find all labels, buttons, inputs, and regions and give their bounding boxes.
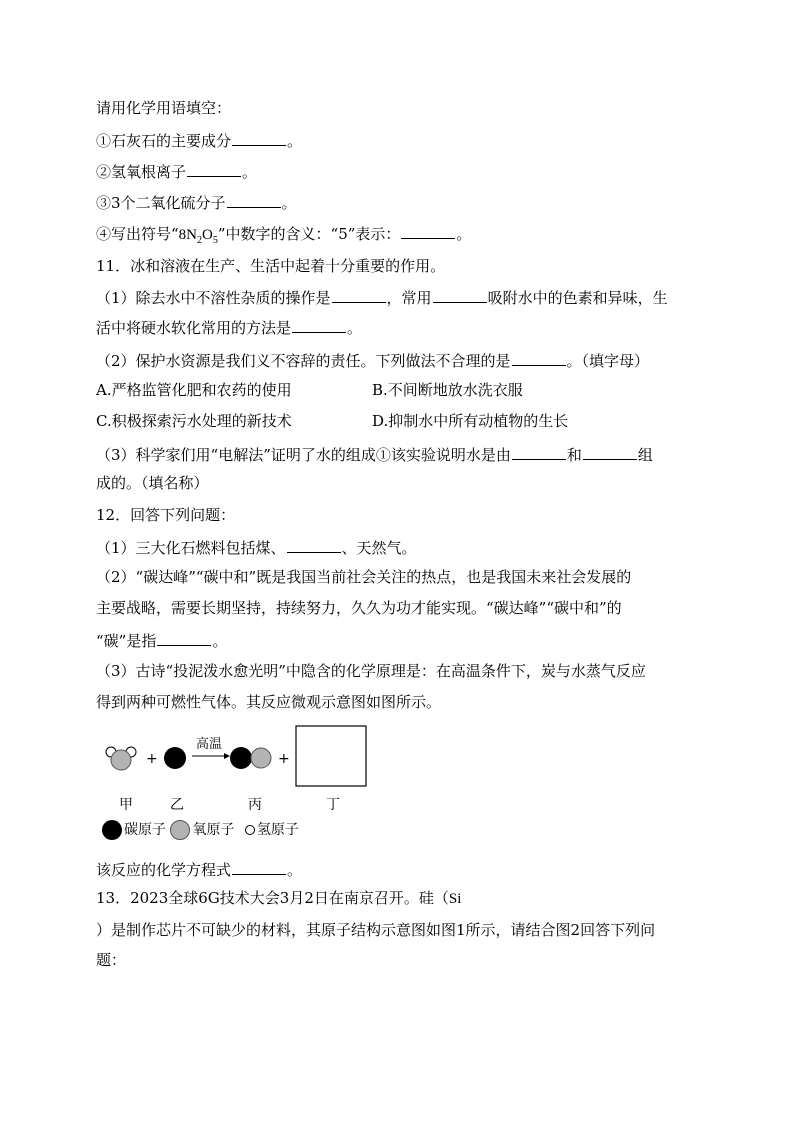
q11-part3-line1: （3）科学家们用“电解法”证明了水的组成①该实验说明水是由 和 组 (96, 443, 653, 463)
q12-part1: （1）三大化石燃料包括煤、 、天然气。 (96, 536, 417, 556)
option-b[interactable]: B.不间断地放水洗衣服 (372, 381, 523, 399)
answer-blank[interactable] (187, 160, 241, 177)
answer-blank[interactable] (232, 129, 286, 146)
q12-part3-line1: （3）古诗“投泥泼水愈光明”中隐含的化学原理是：在高温条件下，炭与水蒸气反应 (96, 662, 646, 680)
oxygen-atom (111, 750, 131, 770)
q12-part2-line2: 主要战略，需要长期坚持，持续努力，久久为功才能实现。“碳达峰”“碳中和”的 (96, 599, 622, 617)
silicon-symbol: Si (448, 891, 462, 907)
answer-blank[interactable] (287, 536, 341, 553)
label-bing: 丙 (248, 797, 262, 813)
q13-line3: 题： (96, 951, 127, 969)
diagram-legend: 碳原子 氧原子 氢原子 (102, 820, 299, 840)
reaction-svg (96, 718, 456, 798)
label-jia: 甲 (119, 797, 133, 813)
label-yi: 乙 (170, 797, 184, 813)
answer-blank[interactable] (401, 222, 455, 239)
oxygen-atom (251, 748, 271, 768)
option-d[interactable]: D.抑制水中所有动植物的生长 (372, 412, 569, 430)
co-molecule (230, 747, 271, 769)
answer-blank[interactable] (292, 316, 346, 333)
q12-title: 12．回答下列问题： (96, 506, 236, 524)
q11-part2: （2）保护水资源是我们义不容辞的责任。下列做法不合理的是 。（填字母） (96, 349, 649, 369)
q12-equation-line: 该反应的化学方程式 。 (96, 858, 302, 878)
answer-blank[interactable] (332, 286, 386, 303)
q12-part2-line1: （2）“碳达峰”“碳中和”既是我国当前社会关注的热点，也是我国未来社会发展的 (96, 568, 632, 586)
q13-line1: 13．2023全球6G技术大会3月2日在南京召开。硅（Si (96, 889, 462, 907)
answer-blank[interactable] (232, 858, 286, 875)
q11-part3-line2: 成的。（填名称） (96, 474, 209, 492)
label-ding: 丁 (326, 797, 340, 813)
chemical-formula: $8N_2O_5$ (178, 227, 218, 246)
carbon-atom (164, 747, 186, 769)
intro-line: 请用化学用语填空： (96, 99, 232, 117)
q11-part1-line2: 活中将硬水软化常用的方法是 。 (96, 316, 362, 336)
q10-item-2: ②氢氧根离子 。 (96, 160, 257, 180)
answer-blank[interactable] (512, 349, 566, 366)
water-molecule (106, 747, 136, 770)
option-a[interactable]: A.严格监管化肥和农药的使用 (96, 381, 292, 399)
answer-blank[interactable] (157, 629, 211, 646)
q12-part3-line2: 得到两种可燃性气体。其反应微观示意图如图所示。 (96, 693, 442, 711)
answer-box[interactable] (296, 726, 366, 786)
oxygen-legend-icon (170, 820, 190, 840)
q10-item-1: ①石灰石的主要成分 。 (96, 129, 302, 149)
answer-blank[interactable] (227, 191, 281, 208)
reaction-condition: 高温 (196, 737, 223, 752)
option-c[interactable]: C.积极探索污水处理的新技术 (96, 412, 292, 430)
answer-blank[interactable] (583, 443, 637, 460)
reaction-arrow-head (224, 753, 230, 759)
q12-part2-line3: “碳”是指 。 (96, 629, 227, 649)
answer-blank[interactable] (433, 286, 487, 303)
carbon-legend-icon (102, 820, 122, 840)
q11-part1-line1: （1）除去水中不溶性杂质的操作是 ，常用 吸附水中的色素和异味，生 (96, 286, 668, 306)
hydrogen-legend-icon (245, 825, 255, 835)
q13-line2: ）是制作芯片不可缺少的材料，其原子结构示意图如图1所示，请结合图2回答下列问 (96, 921, 656, 939)
answer-blank[interactable] (512, 443, 566, 460)
q10-item-3: ③3个二氧化硫分子 。 (96, 191, 297, 211)
q10-item-4: ④写出符号“$8N_2O_5$”中数字的含义：“5”表示： 。 (96, 222, 471, 242)
plus-sign: + (278, 751, 290, 767)
carbon-atom (230, 747, 252, 769)
plus-sign: + (146, 751, 158, 767)
q11-title: 11．冰和溶液在生产、生活中起着十分重要的作用。 (96, 257, 446, 275)
